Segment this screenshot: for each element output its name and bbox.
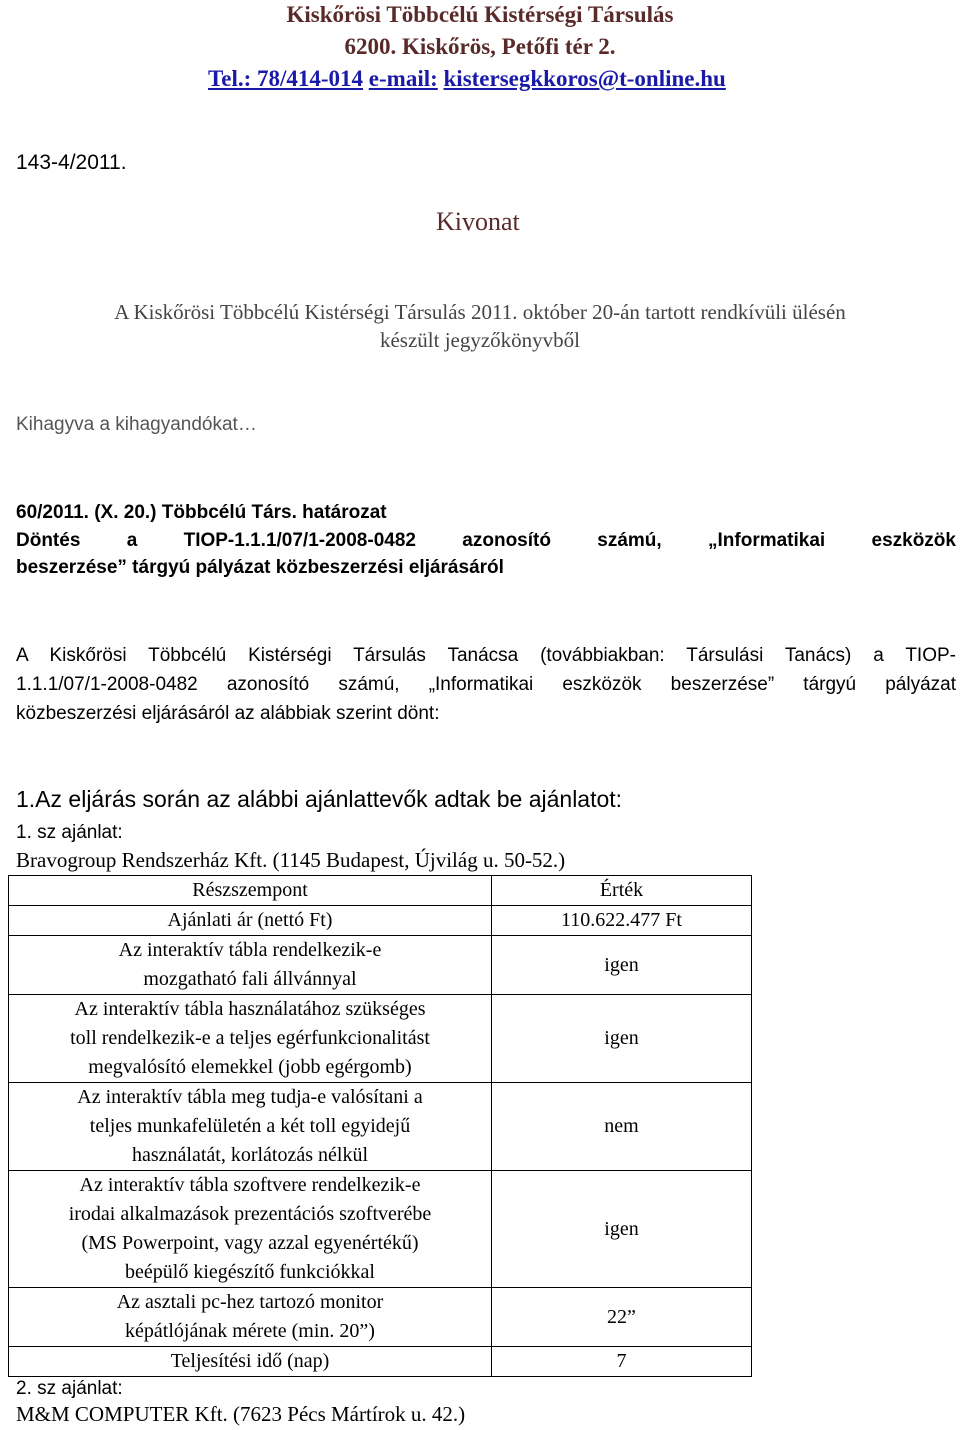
value-cell: igen: [492, 936, 752, 995]
criterion-line: Az interaktív tábla meg tudja-e valósítani a: [77, 1086, 423, 1108]
table-row: [9, 1288, 752, 1347]
header-criterion: Részszempont: [9, 876, 492, 906]
value-cell: igen: [492, 1171, 752, 1288]
table-header-row: [9, 876, 752, 906]
criterion-line: Az interaktív tábla használatához szükséges: [74, 998, 426, 1020]
criterion-line: Ajánlati ár (nettó Ft): [167, 909, 333, 931]
table-row: [9, 1171, 752, 1288]
criterion-cell: [9, 995, 492, 1083]
criterion-line: beépülő kiegészítő funkciókkal: [125, 1261, 375, 1283]
org-address: 6200. Kiskőrös, Petőfi tér 2.: [344, 34, 616, 59]
criterion-line: Az asztali pc-hez tartozó monitor: [116, 1291, 384, 1313]
org-contact: [208, 66, 726, 92]
criterion-line: megvalósító elemekkel (jobb egérgomb): [88, 1056, 412, 1078]
subtitle-line2: készült jegyzőkönyvből: [379, 328, 581, 352]
offer2-label: 2. sz ajánlat:: [16, 1378, 123, 1399]
criterion-line: irodai alkalmazások prezentációs szoftverébe: [68, 1203, 432, 1225]
criteria-table: [8, 875, 752, 1377]
doc-number: 143-4/2011.: [16, 151, 127, 174]
offer1-label: 1. sz ajánlat:: [16, 822, 123, 843]
criterion-cell: [9, 936, 492, 995]
page-title: Kivonat: [436, 207, 520, 236]
criterion-cell: [9, 1347, 492, 1377]
criterion-line: Az interaktív tábla rendelkezik-e: [118, 939, 382, 961]
omitted-note: Kihagyva a kihagyandókat…: [16, 414, 257, 435]
resolution-subject-line1: Döntés a TIOP-1.1.1/07/1-2008-0482 azonosító számú, „Informatikai eszközök: [16, 530, 956, 551]
table-row: [9, 995, 752, 1083]
email-label: e-mail:: [368, 66, 438, 91]
criterion-line: teljes munkafelületén a két toll egyidejű: [89, 1115, 411, 1137]
body-line2: 1.1.1/07/1-2008-0482 azonosító számú, „Informatikai eszközök beszerzése” tárgyú pályázat: [16, 674, 956, 695]
resolution-number: 60/2011. (X. 20.) Többcélú Társ. határozat: [16, 502, 387, 523]
table-row: [9, 936, 752, 995]
value-cell: 7: [492, 1347, 752, 1377]
criterion-cell: [9, 1083, 492, 1171]
value-cell: igen: [492, 995, 752, 1083]
criterion-line: mozgatható fali állvánnyal: [143, 968, 357, 990]
body-line1: A Kiskőrösi Többcélú Kistérségi Társulás Tanácsa (továbbiakban: Társulási Tanács) a TIOP-: [16, 645, 956, 666]
value-cell: nem: [492, 1083, 752, 1171]
criterion-cell: [9, 1171, 492, 1288]
offer2-company: M&M COMPUTER Kft. (7623 Pécs Mártírok u. 42.): [16, 1402, 466, 1426]
value-cell: 22”: [492, 1288, 752, 1347]
value-cell: 110.622.477 Ft: [492, 906, 752, 936]
body-line3: közbeszerzési eljárásáról az alábbiak szerint dönt:: [16, 703, 440, 724]
table-row: [9, 906, 752, 936]
table-row: [9, 1347, 752, 1377]
header-value: Érték: [492, 876, 752, 906]
subtitle-line1: A Kiskőrösi Többcélú Kistérségi Társulás 2011. október 20-án tartott rendkívüli ülésén: [114, 300, 846, 324]
resolution-subject-line2: beszerzése” tárgyú pályázat közbeszerzési eljárásáról: [16, 557, 504, 578]
criterion-line: toll rendelkezik-e a teljes egérfunkcionalitást: [70, 1027, 430, 1049]
criterion-cell: [9, 906, 492, 936]
email-link[interactable]: kistersegkkoros@t-online.hu: [443, 66, 726, 91]
table-row: [9, 1083, 752, 1171]
org-name: Kiskőrösi Többcélú Kistérségi Társulás: [286, 2, 674, 27]
criterion-line: Az interaktív tábla szoftvere rendelkezik-e: [79, 1174, 421, 1196]
phone-link[interactable]: Tel.: 78/414-014: [208, 66, 364, 91]
section1-heading: 1.Az eljárás során az alábbi ajánlattevők adtak be ajánlatot:: [16, 786, 623, 812]
offer1-company: Bravogroup Rendszerház Kft. (1145 Budapest, Újvilág u. 50-52.): [16, 848, 566, 872]
criterion-line: Teljesítési idő (nap): [170, 1350, 330, 1372]
criterion-line: képátlójának mérete (min. 20”): [125, 1320, 375, 1342]
criterion-cell: [9, 1288, 492, 1347]
criterion-line: használatát, korlátozás nélkül: [131, 1144, 368, 1166]
criterion-line: (MS Powerpoint, vagy azzal egyenértékű): [81, 1232, 419, 1254]
